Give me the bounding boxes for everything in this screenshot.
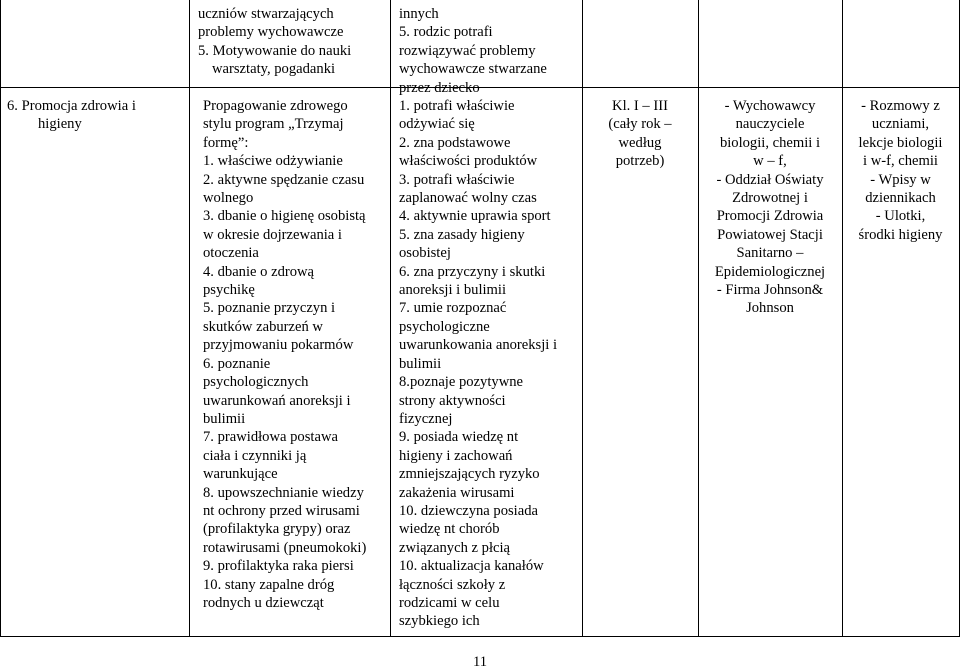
- cell-tasks: [203, 97, 387, 612]
- task-line: uwarunkowań anoreksji i: [203, 392, 351, 409]
- outcome-line: 7. umie rozpoznać: [399, 300, 507, 317]
- method-line: - Ulotki,: [875, 208, 926, 225]
- task-line: 4. dbanie o zdrową: [203, 263, 315, 280]
- text-line: uczniów stwarzających: [198, 6, 334, 22]
- text-line: 5. rodzic potrafi: [399, 24, 493, 41]
- responsible-line: Zdrowotnej i: [732, 190, 808, 207]
- text-line: 5. Motywowanie do nauki: [198, 42, 352, 59]
- term-line: (cały rok –: [608, 116, 672, 133]
- task-line: 3. dbanie o higienę osobistą: [203, 208, 366, 225]
- area-title-line: 6. Promocja zdrowia i: [7, 98, 136, 114]
- column-divider-5: [842, 0, 843, 636]
- cell-tasks-continued: [198, 5, 384, 79]
- table-border-left: [0, 0, 1, 636]
- cell-outcomes-continued: [399, 5, 579, 97]
- responsible-line: Sanitarno –: [736, 245, 804, 262]
- outcome-line: zaplanować wolny czas: [399, 190, 537, 207]
- outcome-line: łączności szkoły z: [399, 576, 506, 593]
- outcome-line: psychologiczne: [399, 318, 490, 335]
- task-line: rotawirusami (pneumokoki): [203, 539, 367, 556]
- outcome-line: 2. zna podstawowe: [399, 134, 511, 151]
- task-line: 5. poznanie przyczyn i: [203, 300, 336, 317]
- outcome-line: 10. dziewczyna posiada: [399, 502, 538, 519]
- text-line: warsztaty, pogadanki: [212, 61, 336, 78]
- outcome-line: 8.poznaje pozytywne: [399, 374, 524, 391]
- responsible-line: biologii, chemii i: [719, 134, 821, 151]
- area-title-line: higieny: [38, 116, 82, 133]
- outcome-line: szybkiego ich: [399, 613, 480, 630]
- outcome-line: rodzicami w celu: [399, 594, 500, 611]
- text-line: wychowawcze stwarzane: [399, 61, 547, 78]
- outcome-line: fizycznej: [399, 410, 453, 427]
- column-divider-2: [390, 0, 391, 636]
- outcome-line: właściwości produktów: [399, 153, 538, 170]
- task-line: 2. aktywne spędzanie czasu: [203, 171, 365, 188]
- outcome-line: 1. potrafi właściwie: [399, 98, 515, 114]
- task-line: rodnych u dziewcząt: [203, 594, 324, 611]
- task-line: 8. upowszechnianie wiedzy: [203, 484, 364, 501]
- task-line: ciała i czynniki ją: [203, 447, 307, 464]
- task-line: 1. właściwe odżywianie: [203, 153, 343, 170]
- outcome-line: zmniejszających ryzyko: [399, 466, 540, 483]
- task-line: skutków zaburzeń w: [203, 318, 323, 335]
- task-line: 7. prawidłowa postawa: [203, 429, 338, 446]
- term-line: Kl. I – III: [612, 98, 668, 114]
- outcome-line: osobistej: [399, 245, 451, 262]
- task-line: 9. profilaktyka raka piersi: [203, 558, 354, 575]
- task-line: stylu program „Trzymaj: [203, 116, 344, 133]
- column-divider-1: [189, 0, 190, 636]
- task-line: nt ochrony przed wirusami: [203, 502, 360, 519]
- column-divider-3: [582, 0, 583, 636]
- task-line: otoczenia: [203, 245, 259, 262]
- method-line: środki higieny: [858, 226, 943, 243]
- responsible-line: Promocji Zdrowia: [716, 208, 824, 225]
- outcome-line: higieny i zachowań: [399, 447, 513, 464]
- task-line: przyjmowaniu pokarmów: [203, 337, 354, 354]
- task-line: bulimii: [203, 410, 246, 427]
- text-line: innych: [399, 6, 439, 22]
- method-line: - Rozmowy z: [861, 98, 940, 114]
- responsible-line: Epidemiologicznej: [714, 263, 826, 280]
- task-line: 6. poznanie: [203, 355, 271, 372]
- responsible-line: - Oddział Oświaty: [716, 171, 824, 188]
- outcome-line: wiedzę nt chorób: [399, 521, 500, 538]
- task-line: 10. stany zapalne dróg: [203, 576, 335, 593]
- responsible-line: w – f,: [753, 153, 787, 170]
- cell-term: [583, 97, 697, 171]
- method-line: uczniami,: [871, 116, 930, 133]
- task-line: psychikę: [203, 282, 255, 299]
- task-line: formę”:: [203, 134, 249, 151]
- outcome-line: 3. potrafi właściwie: [399, 171, 515, 188]
- column-divider-4: [698, 0, 699, 636]
- cell-outcomes: [399, 97, 579, 631]
- page-number: 11: [472, 654, 488, 670]
- responsible-line: nauczyciele: [735, 116, 805, 133]
- task-line: wolnego: [203, 190, 254, 207]
- outcome-line: 4. aktywnie uprawia sport: [399, 208, 551, 225]
- task-line: warunkujące: [203, 466, 278, 483]
- outcome-line: 6. zna przyczyny i skutki: [399, 263, 546, 280]
- responsible-line: Johnson: [746, 300, 794, 317]
- task-line: (profilaktyka grypy) oraz: [203, 521, 351, 538]
- cell-area: [7, 97, 187, 134]
- text-line: rozwiązywać problemy: [399, 42, 536, 59]
- task-line: psychologicznych: [203, 374, 309, 391]
- responsible-line: Powiatowej Stacji: [717, 226, 823, 243]
- outcome-line: zakażenia wirusami: [399, 484, 515, 501]
- outcome-line: 5. zna zasady higieny: [399, 226, 525, 243]
- outcome-line: związanych z płcią: [399, 539, 511, 556]
- responsible-line: - Wychowawcy: [724, 98, 816, 114]
- method-line: - Wpisy w: [870, 171, 931, 188]
- method-line: i w-f, chemii: [863, 153, 938, 170]
- outcome-line: uwarunkowania anoreksji i: [399, 337, 558, 354]
- responsible-line: - Firma Johnson&: [716, 282, 824, 299]
- term-line: według: [618, 134, 662, 151]
- outcome-line: bulimii: [399, 355, 442, 372]
- task-line: w okresie dojrzewania i: [203, 226, 342, 243]
- outcome-line: odżywiać się: [399, 116, 475, 133]
- cell-methods: [843, 97, 958, 244]
- outcome-line: 10. aktualizacja kanałów: [399, 558, 544, 575]
- method-line: lekcje biologii: [858, 134, 943, 151]
- table-border-bottom: [0, 636, 960, 637]
- outcome-line: anoreksji i bulimii: [399, 282, 507, 299]
- method-line: dziennikach: [865, 190, 936, 207]
- outcome-line: 9. posiada wiedzę nt: [399, 429, 519, 446]
- task-line: Propagowanie zdrowego: [203, 98, 348, 114]
- outcome-line: strony aktywności: [399, 392, 506, 409]
- term-line: potrzeb): [615, 153, 665, 170]
- text-line: problemy wychowawcze: [198, 24, 344, 41]
- cell-responsible: [699, 97, 841, 318]
- text-line: przez dziecko: [399, 79, 480, 96]
